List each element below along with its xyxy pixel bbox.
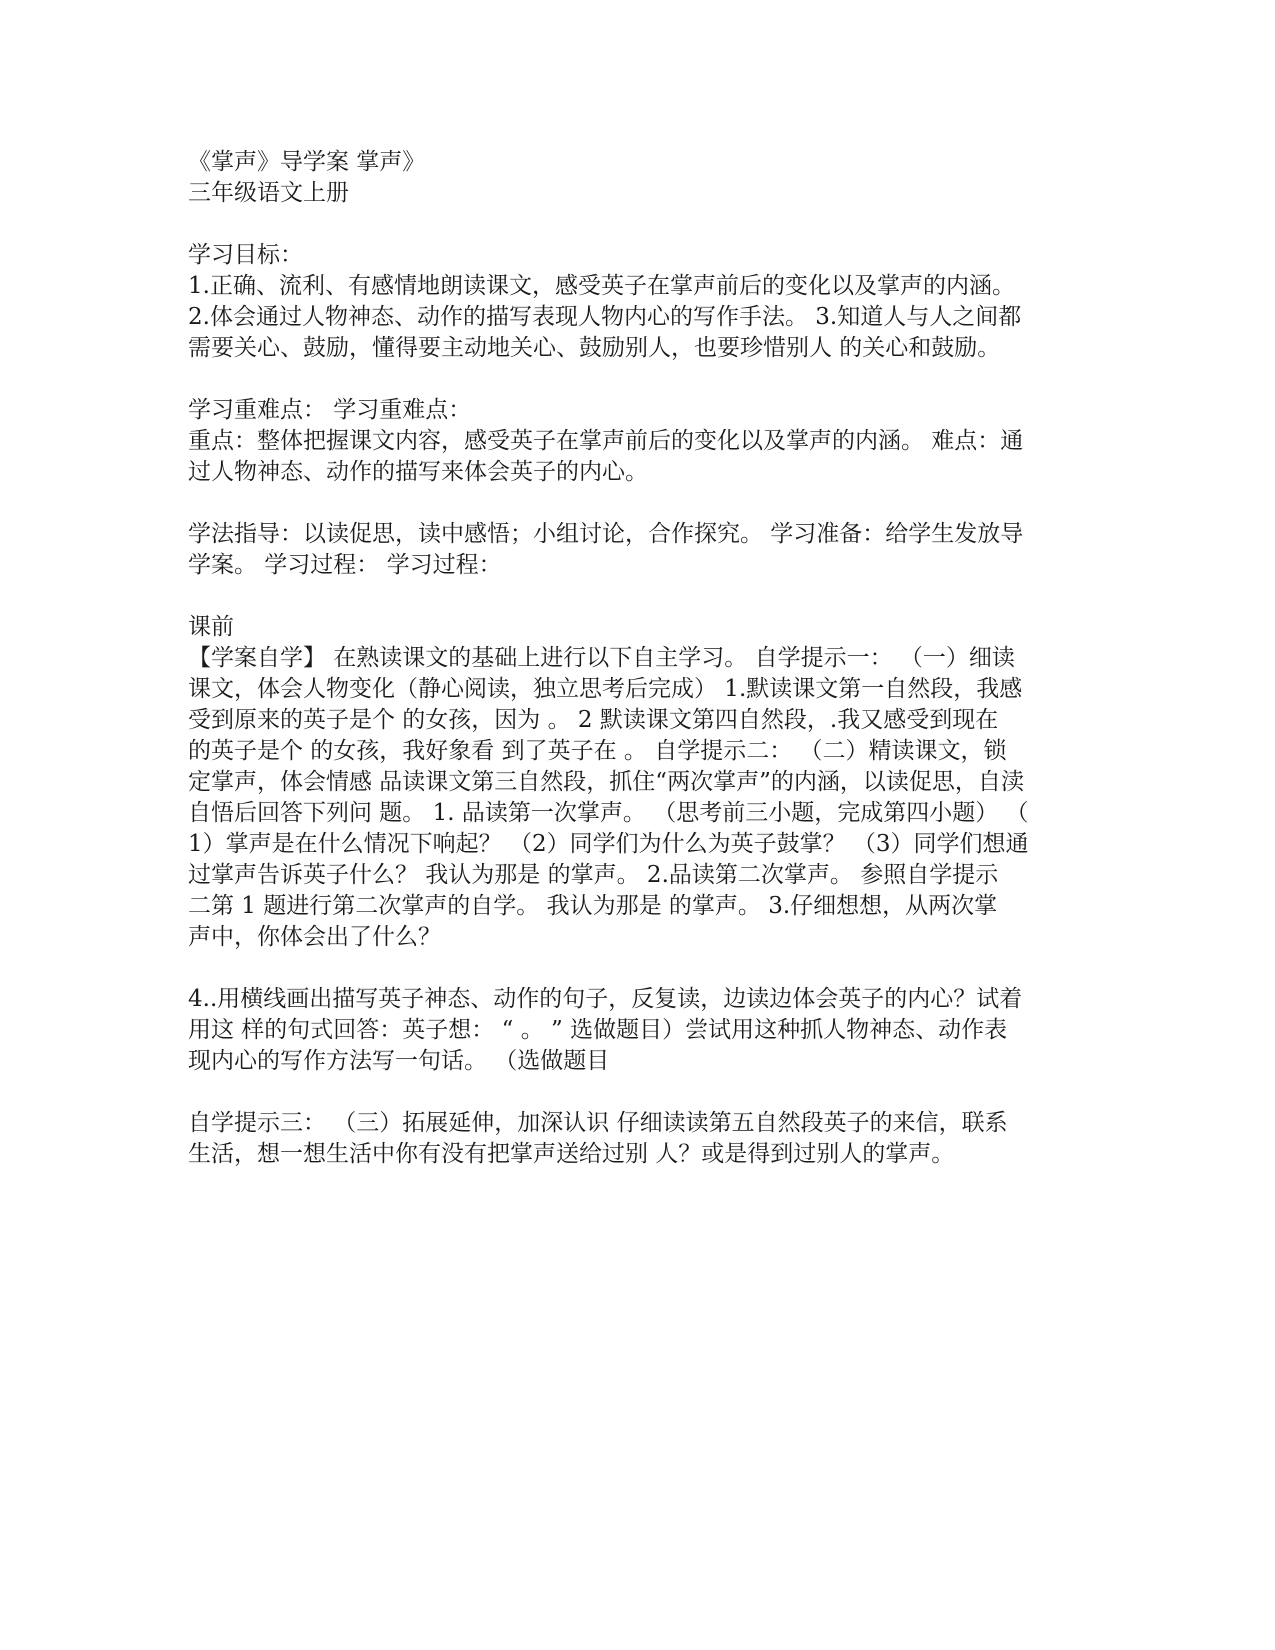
document-subtitle: 三年级语文上册 xyxy=(188,180,349,206)
preclass-line: 声中，你体会出了什么？ xyxy=(188,924,441,950)
tip3-line: 生活，想一想生活中你有没有把掌声送给过别 人？或是得到过别人的掌声。 xyxy=(188,1141,955,1167)
paragraph-gap xyxy=(188,209,1088,240)
preclass-line: 自悟后回答下列问 题。 1. 品读第一次掌声。 （思考前三小题，完成第四小题） （ xyxy=(188,800,1029,826)
preclass-line: 定掌声，体会情感 品读课文第三自然段，抓住“两次掌声”的内涵，以读促思，自渎 xyxy=(188,769,1024,795)
key-points-line: 过人物神态、动作的描写来体会英子的内心。 xyxy=(188,459,648,485)
method-line: 学法指导：以读促思，读中感悟；小组讨论，合作探究。 学习准备：给学生发放导 xyxy=(188,521,1024,547)
objectives-heading: 学习目标： xyxy=(188,242,303,268)
preclass-line: 【学案自学】 在熟读课文的基础上进行以下自主学习。 自学提示一： （一）细读 xyxy=(188,645,1015,671)
paragraph-gap xyxy=(188,488,1088,519)
task4-line: 现内心的写作方法写一句话。 （选做题目 xyxy=(188,1048,610,1074)
paragraph-gap xyxy=(188,364,1088,395)
key-points-line: 重点：整体把握课文内容，感受英子在掌声前后的变化以及掌声的内涵。 难点：通 xyxy=(188,428,1024,454)
preclass-line: 二第 1 题进行第二次掌声的自学。 我认为那是 的掌声。 3.仔细想想，从两次掌 xyxy=(188,893,998,919)
preclass-line: 受到原来的英子是个 的女孩，因为 。 2 默读课文第四自然段，.我又感受到现在 xyxy=(188,707,999,733)
objectives-line: 2.体会通过人物神态、动作的描写表现人物内心的写作手法。 3.知道人与人之间都 xyxy=(188,304,1022,330)
objectives-line: 需要关心、鼓励，懂得要主动地关心、鼓励别人，也要珍惜别人 的关心和鼓励。 xyxy=(188,335,1001,361)
paragraph-gap xyxy=(188,953,1088,984)
paragraph-gap xyxy=(188,1077,1088,1108)
document-body xyxy=(188,147,1088,1170)
task4-line: 用这 样的句式回答：英子想： “ 。 ” 选做题目）尝试用这种抓人物神态、动作表 xyxy=(188,1017,1008,1043)
preclass-line: 过掌声告诉英子什么？ 我认为那是 的掌声。 2.品读第二次掌声。 参照自学提示 xyxy=(188,862,999,888)
preclass-line: 的英子是个 的女孩，我好象看 到了英子在 。 自学提示二： （二）精读课文，锁 xyxy=(188,738,1007,764)
objectives-line: 1.正确、流利、有感情地朗读课文，感受英子在掌声前后的变化以及掌声的内涵。 xyxy=(188,273,1015,299)
method-line: 学案。 学习过程： 学习过程： xyxy=(188,552,502,578)
preclass-heading: 课前 xyxy=(188,614,234,640)
task4-line: 4..用横线画出描写英子神态、动作的句子，反复读，边读边体会英子的内心？试着 xyxy=(188,986,1023,1012)
document-title: 《掌声》导学案 掌声》 xyxy=(188,149,426,175)
preclass-line: 1）掌声是在什么情况下响起？ （2）同学们为什么为英子鼓掌？ （3）同学们想通 xyxy=(188,831,1029,857)
preclass-line: 课文，体会人物变化（静心阅读，独立思考后完成） 1.默读课文第一自然段，我感 xyxy=(188,676,1023,702)
tip3-line: 自学提示三： （三）拓展延伸，加深认识 仔细读读第五自然段英子的来信，联系 xyxy=(188,1110,1008,1136)
key-points-heading: 学习重难点： 学习重难点： xyxy=(188,397,472,423)
paragraph-gap xyxy=(188,581,1088,612)
